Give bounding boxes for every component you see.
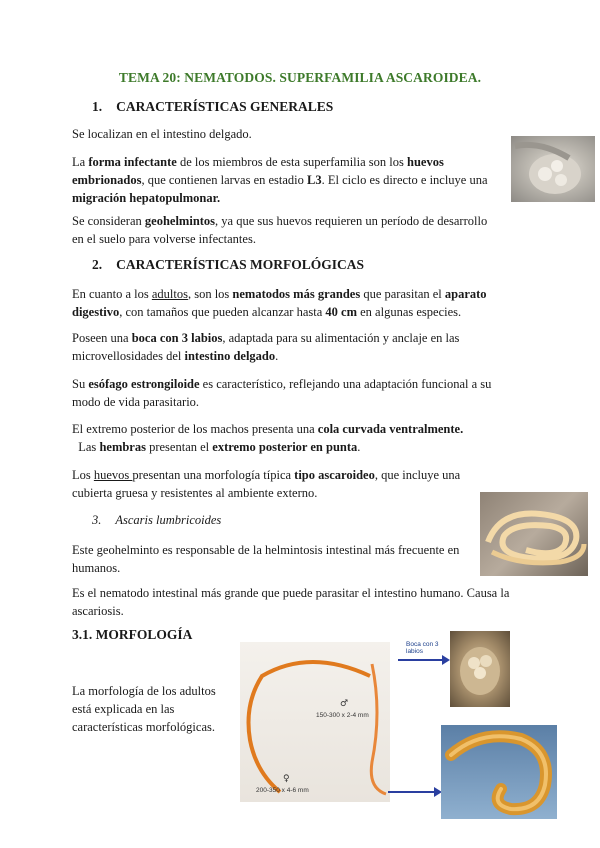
text: que parasitan el [360,287,445,301]
coiled-worms-photo [480,492,588,576]
bold-text: geohelmintos [144,214,216,228]
text: Se consideran [72,214,145,228]
bold-text: boca con 3 labios [131,331,223,345]
curved-tail-photo [441,725,557,819]
paragraph-esophagus [72,375,522,411]
subsection-heading-morphology: 3.1. MORFOLOGÍA [72,627,193,642]
female-size-label: 200-350 x 4-6 mm [256,787,309,794]
page-title: TEMA 20: NEMATODOS. SUPERFAMILIA ASCAROIDEA. [118,70,482,85]
text: , que incluye una cubierta gruesa y resistentes al ambiente externo. [72,468,461,500]
underlined-text: adultos [151,287,188,301]
text: , adaptada para su alimentación y anclaje en las microvellosidades del [72,331,460,363]
paragraph-adults [72,285,520,321]
text: es característico, reflejando una adaptación funcional a su modo de vida parasitario. [72,377,492,409]
section-title: Ascaris lumbricoides [115,513,222,527]
three-lips-photo [450,631,510,707]
section-title: CARACTERÍSTICAS MORFOLÓGICAS [116,257,365,272]
paragraph-mouth [72,329,522,365]
bold-text: huevos embrionados [72,155,444,187]
text: de los miembros de esta superfamilia son los [176,155,407,169]
bold-text: esófago estrongiloide [88,377,200,391]
text: La [72,155,89,169]
text: presentan el [145,440,213,454]
paragraph-infective-form [72,153,502,207]
bold-text: hembras [99,440,146,454]
section-heading-1 [92,99,333,115]
paragraph-eggs [72,466,502,502]
section-heading-2 [92,257,364,273]
text: presentan una morfología típica [132,468,295,482]
paragraph-location: Se localizan en el intestino delgado. [72,127,252,141]
bold-text: intestino delgado [184,349,276,363]
underlined-text: huevos [93,468,133,482]
text: . El ciclo es directo e incluye una [321,173,488,187]
male-size-label: 150-300 x 2-4 mm [316,712,369,719]
text: , con tamaños que pueden alcanzar hasta [119,305,326,319]
nematode-head-photo [511,136,595,202]
female-symbol: ♀ [283,774,290,784]
three-lips-image [450,631,510,707]
adult-worms-image [240,642,390,802]
coiled-worms-image [480,492,588,576]
text: En cuanto a los [72,287,152,301]
paragraph-posterior-end [72,420,522,456]
text: en algunas especies. [357,305,462,319]
text: Su [72,377,89,391]
bold-text: cola curvada ventralmente. [317,422,464,436]
text: Los [72,468,94,482]
arrow-icon [398,654,450,666]
curved-tail-image [441,725,557,819]
arrow-icon [388,786,442,798]
section-heading-3 [92,513,221,528]
bold-text: extremo posterior en punta [212,440,358,454]
text: , ya que sus huevos requieren un período de desarrollo en el suelo para volverse infectantes. [72,214,488,246]
text: El extremo posterior de los machos presenta una [72,422,318,436]
text: Poseen una [72,331,132,345]
paragraph-geohelminths [72,212,502,248]
section-number: 2. [92,257,103,272]
adult-worms-figure [240,642,390,802]
bold-text: forma infectante [88,155,177,169]
text: , que contienen larvas en estadio [141,173,308,187]
bold-text: nematodos más grandes [232,287,361,301]
paragraph-adult-morphology: La morfología de los adultos está explicada en las características morfológicas. [72,684,216,734]
paragraph-helminthosis: Este geohelminto es responsable de la helmintosis intestinal más frecuente en humanos. [72,543,460,575]
section-number: 1. [92,99,103,114]
bold-text: tipo ascaroideo [294,468,375,482]
text: . [275,349,279,363]
bold-text: 40 cm [325,305,357,319]
text: Las [72,440,100,454]
bold-text: migración hepatopulmonar. [72,191,221,205]
bold-text: aparato digestivo [72,287,487,319]
three-lips-label: Boca con 3 labios [406,641,439,655]
section-title: CARACTERÍSTICAS GENERALES [116,99,334,114]
section-number: 3. [92,513,102,527]
text: , son los [187,287,233,301]
text: . [357,440,361,454]
paragraph-largest-nematode: Es el nematodo intestinal más grande que puede parasitar el intestino humano. Causa la ascariosis. [72,586,510,618]
nematode-head-image [511,136,595,202]
bold-text: L3 [307,173,322,187]
male-symbol: ♂ [340,699,349,709]
